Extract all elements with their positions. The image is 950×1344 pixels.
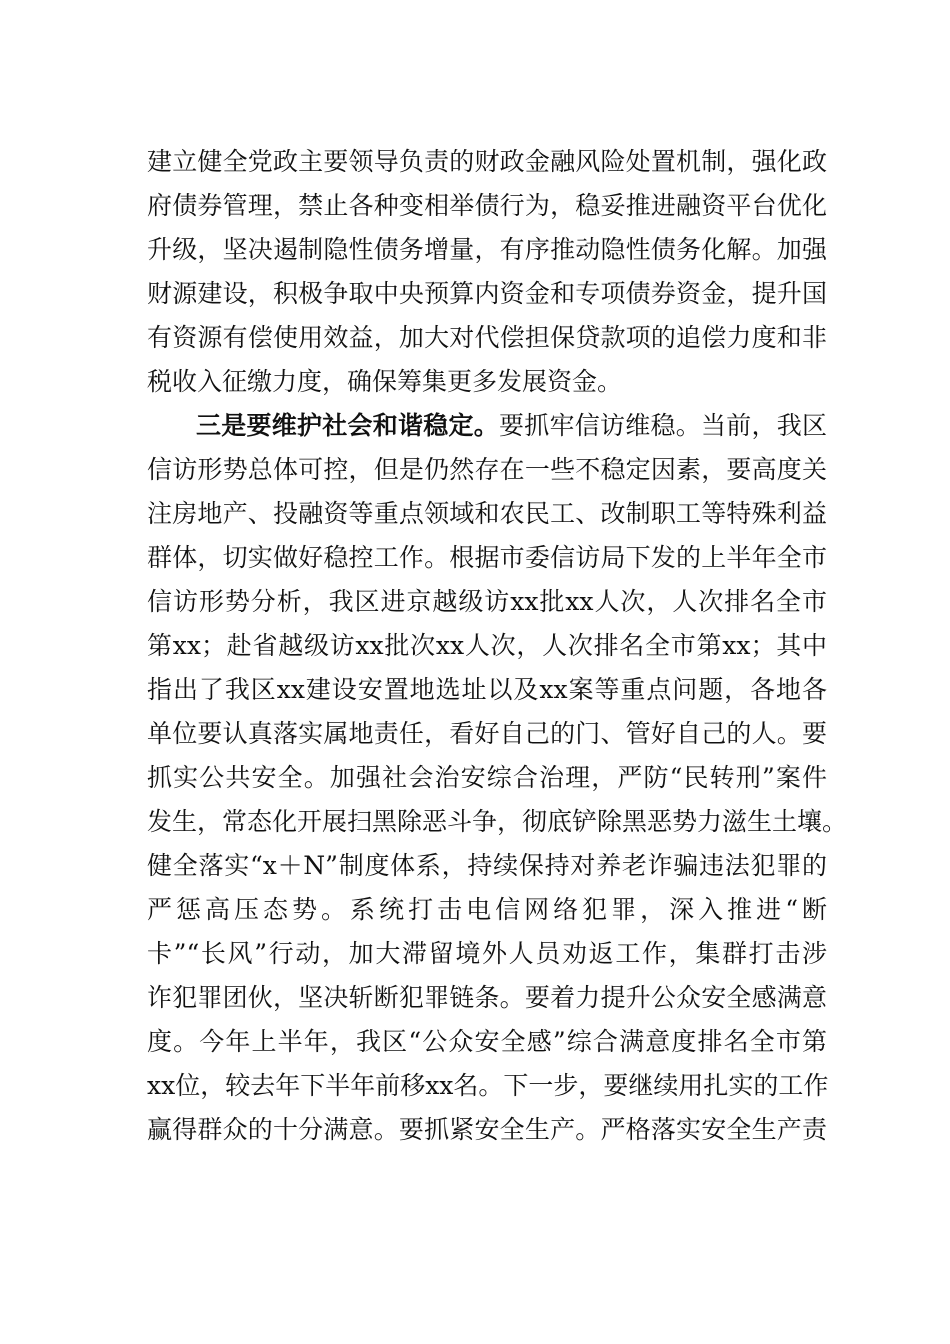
text-line: 升级，坚决遏制隐性债务增量，有序推动隐性债务化解。加强 xyxy=(147,235,827,264)
section-heading-line xyxy=(196,406,827,446)
text-line: 有资源有偿使用效益，加大对代偿担保贷款项的追偿力度和非 xyxy=(147,323,827,352)
text-line: 单位要认真落实属地责任，看好自己的门、管好自己的人。要 xyxy=(147,719,827,748)
text-line: 指出了我区xx建设安置地选址以及xx案等重点问题，各地各 xyxy=(147,675,827,704)
text-line: 第xx；赴省越级访xx批次xx人次，人次排名全市第xx；其中 xyxy=(147,631,827,660)
text-line: 健全落实“x＋N”制度体系，持续保持对养老诈骗违法犯罪的 xyxy=(147,851,827,880)
text-line: 信访形势总体可控，但是仍然存在一些不稳定因素，要高度关 xyxy=(147,455,827,484)
text-line: 建立健全党政主要领导负责的财政金融风险处置机制，强化政 xyxy=(147,147,827,176)
text-line: 诈犯罪团伙，坚决斩断犯罪链条。要着力提升公众安全感满意 xyxy=(147,983,827,1012)
text-line: 税收入征缴力度，确保筹集更多发展资金。 xyxy=(147,367,623,396)
text-line: 群体，切实做好稳控工作。根据市委信访局下发的上半年全市 xyxy=(147,543,827,572)
section-heading: 三是要维护社会和谐稳定。 xyxy=(196,411,499,440)
text-line: xx位，较去年下半年前移xx名。下一步，要继续用扎实的工作 xyxy=(147,1071,829,1100)
text-line: 严惩高压态势。系统打击电信网络犯罪，深入推进“断 xyxy=(147,895,827,924)
text-line: 卡”“长风”行动，加大滞留境外人员劝返工作，集群打击涉 xyxy=(147,939,827,968)
section-heading-text: 要抓牢信访维稳。当前，我区 xyxy=(499,411,827,440)
text-line: 发生，常态化开展扫黑除恶斗争，彻底铲除黑恶势力滋生土壤。 xyxy=(147,807,848,836)
text-line: 财源建设，积极争取中央预算内资金和专项债券资金，提升国 xyxy=(147,279,827,308)
text-line: 赢得群众的十分满意。要抓紧安全生产。严格落实安全生产责 xyxy=(147,1115,827,1144)
text-line: 注房地产、投融资等重点领域和农民工、改制职工等特殊利益 xyxy=(147,499,827,528)
text-line: 府债券管理，禁止各种变相举债行为，稳妥推进融资平台优化 xyxy=(147,191,827,220)
text-line: 抓实公共安全。加强社会治安综合治理，严防“民转刑”案件 xyxy=(147,763,827,792)
text-line: 信访形势分析，我区进京越级访xx批xx人次，人次排名全市 xyxy=(147,587,827,616)
text-line: 度。今年上半年，我区“公众安全感”综合满意度排名全市第 xyxy=(147,1027,827,1056)
